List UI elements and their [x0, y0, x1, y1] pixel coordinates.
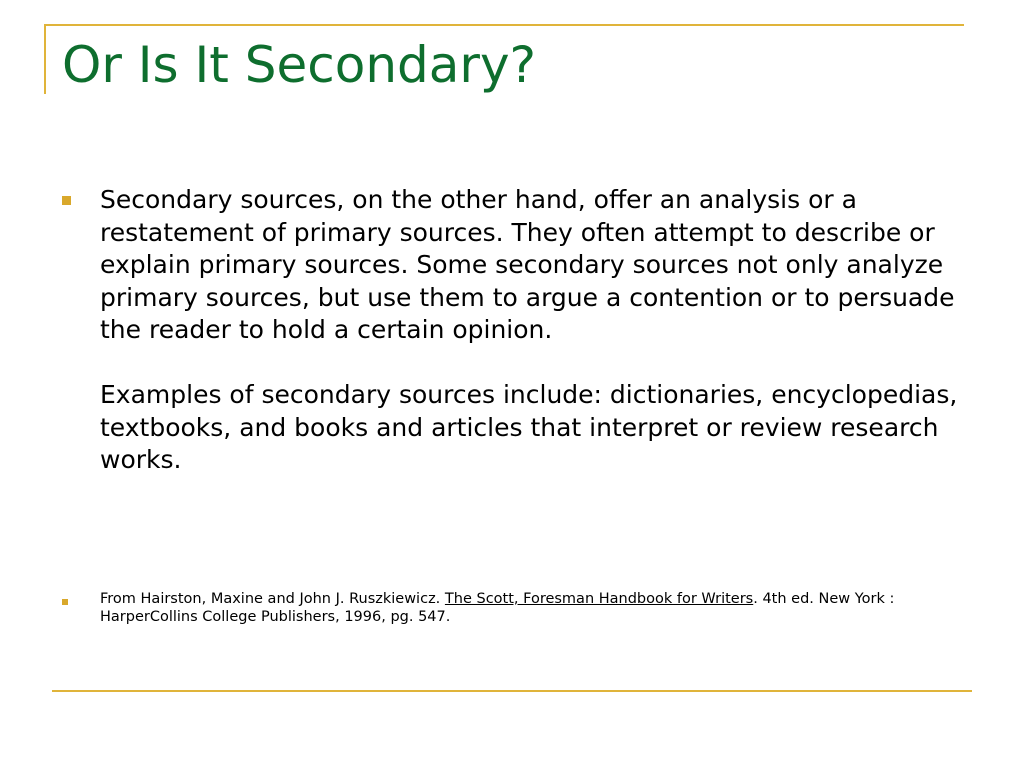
slide-title: Or Is It Secondary?	[62, 36, 537, 94]
bullet-item-secondary-sources	[62, 184, 962, 477]
frame-top-line	[44, 24, 964, 26]
paragraph-examples: Examples of secondary sources include: dictionaries, encyclopedias, textbooks, and books and articles that interpret or review research works.	[100, 380, 958, 474]
citation-book-title: The Scott, Foresman Handbook for Writers	[444, 591, 754, 607]
paragraph-definition: Secondary sources, on the other hand, offer an analysis or a restatement of primary sources. They often attempt to describe or explain primary sources. Some secondary sources not only analyze primary sources, but use them to argue a contention or to persuade the reader to hold a certain opinion.	[100, 185, 955, 344]
bullet-text	[100, 184, 966, 477]
bullet-list	[62, 184, 962, 477]
square-bullet-icon	[62, 196, 71, 205]
citation-text	[100, 590, 966, 626]
square-bullet-icon	[62, 599, 68, 605]
frame-left-line	[44, 24, 46, 94]
citation-suffix: . 4th ed. New York : HarperCollins College Publishers, 1996, pg. 547.	[100, 591, 895, 625]
frame-bottom-line	[52, 690, 972, 692]
citation-prefix: From Hairston, Maxine and John J. Ruszkiewicz.	[100, 591, 445, 607]
citation-item	[62, 590, 962, 626]
